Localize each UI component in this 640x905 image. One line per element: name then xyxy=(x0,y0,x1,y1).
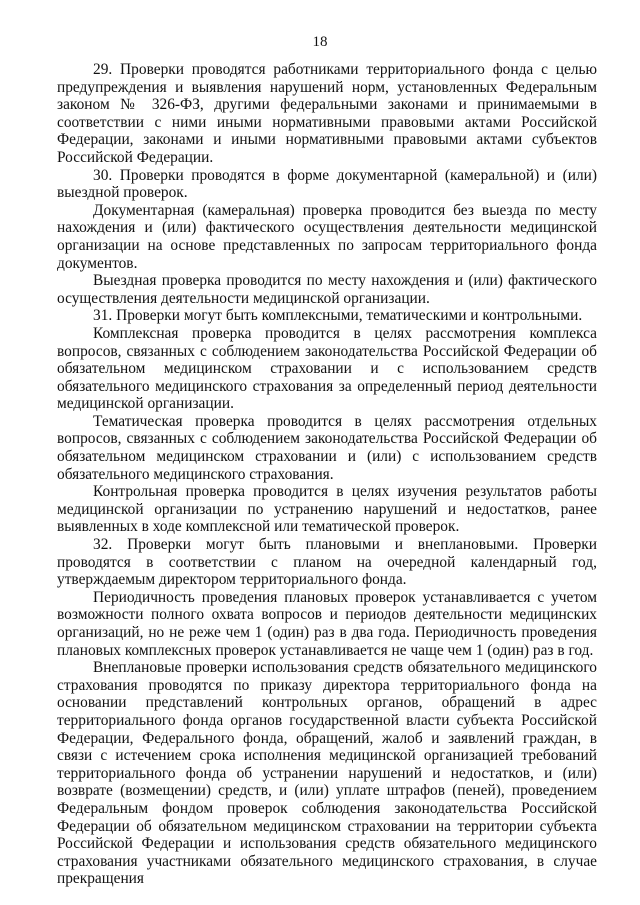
page-number: 18 xyxy=(312,34,328,50)
paragraph-30: 30. Проверки проводятся в форме документарной (камеральной) и (или) выездной проверок. xyxy=(57,166,597,202)
paragraph-31: 31. Проверки могут быть комплексными, тематическими и контрольными. xyxy=(93,307,583,325)
paragraph-documentary-check: Документарная (камеральная) проверка проводится без выезда по месту нахождения и (или) фактического осуществления деятельности медицинской организации на основе представленных по запросам территориального фонда документов. xyxy=(57,201,597,272)
paragraph-complex-check: Комплексная проверка проводится в целях рассмотрения комплекса вопросов, связанных с соблюдением законодательства Российской Федерации об обязательном медицинском страховании и с использованием средств обязательного медицинского страхования за определенный период деятельности медицинской организации. xyxy=(57,324,597,413)
paragraph-periodicity: Периодичность проведения плановых проверок устанавливается с учетом возможности полного охвата вопросов и периодов деятельности медицинских организаций, но не реже чем 1 (один) раз в два года. Периодичность проведения плановых комплексных проверок устанавливается не чаще чем 1 (один) раз в год. xyxy=(57,588,597,659)
document-body xyxy=(57,61,597,888)
paragraph-29: 29. Проверки проводятся работниками территориального фонда с целью предупреждения и выявления нарушений норм, установленных Федеральным законом № 326-ФЗ, другими федеральными законами и принимаемыми в соответствии с ними иными нормативными правовыми актами Российской Федерации, законами и иными нормативными правовыми актами субъектов Российской Федерации. xyxy=(57,61,597,166)
paragraph-onsite-check: Выездная проверка проводится по месту нахождения и (или) фактического осуществления деятельности медицинской организации. xyxy=(57,272,597,307)
paragraph-32: 32. Проверки могут быть плановыми и внеплановыми. Проверки проводятся в соответствии с планом на очередной календарный год, утверждаемым директором территориального фонда. xyxy=(57,536,597,589)
paragraph-thematic-check: Тематическая проверка проводится в целях рассмотрения отдельных вопросов, связанных с соблюдением законодательства Российской Федерации об обязательном медицинском страховании и (или) с использованием средств обязательного медицинского страхования. xyxy=(57,412,597,483)
paragraph-control-check: Контрольная проверка проводится в целях изучения результатов работы медицинской организации по устранению нарушений и недостатков, ранее выявленных в ходе комплексной или тематической проверок. xyxy=(57,483,597,536)
paragraph-unscheduled-checks: Внеплановые проверки использования средств обязательного медицинского страхования проводятся по приказу директора территориального фонда на основании представлений контрольных органов, обращений в адрес территориального фонда органов государственной власти субъекта Российской Федерации, Федерального фонда, обращений, жалоб и заявлений граждан, в связи с истечением срока исполнения медицинской организацией требований территориального фонда об устранении нарушений и недостатков, и (или) возврате (возмещении) средств, и (или) уплате штрафов (пеней), проведением Федеральным фондом проверок соблюдения законодательства Российской Федерации об обязательном медицинском страховании на территории субъекта Российской Федерации и использования средств обязательного медицинского страхования участниками обязательного медицинского страхования, в случае прекращения xyxy=(57,659,597,888)
